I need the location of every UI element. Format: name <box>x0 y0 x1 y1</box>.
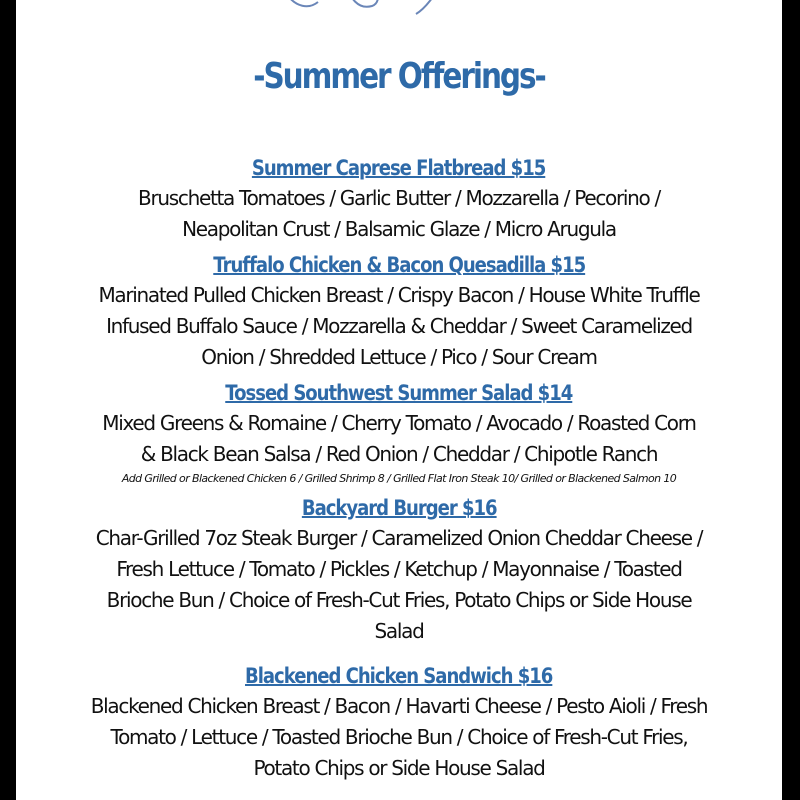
restaurant-logo <box>266 0 586 16</box>
menu-item-backyard-burger <box>16 493 782 647</box>
menu-item-description: Marinated Pulled Chicken Breast / Crispy Bacon / House White Truffle Infused Buffalo Sauce / Mozzarella & Cheddar / Sweet Caramelized Onion / Shredded Lettuce / Pico / Sour Cream <box>98 283 700 369</box>
menu-page <box>16 0 782 800</box>
menu-item-title: Backyard Burger $16 <box>301 496 497 520</box>
menu-item-addons-note: Add Grilled or Blackened Chicken 6 / Grilled Shrimp 8 / Grilled Flat Iron Steak 10/ Grilled or Blackened Salmon 10 <box>121 472 677 485</box>
menu-item-caprese-flatbread <box>16 153 782 245</box>
menu-item-description: Blackened Chicken Breast / Bacon / Havarti Cheese / Pesto Aioli / Fresh Tomato / Lettuce / Toasted Brioche Bun / Choice of Fresh-Cut Fries, Potato Chips or Side House Salad <box>90 694 708 780</box>
menu-item-title: Tossed Southwest Summer Salad $14 <box>225 381 573 405</box>
menu-item-title: Blackened Chicken Sandwich $16 <box>245 664 553 688</box>
page-title: -Summer Offerings- <box>253 56 545 97</box>
menu-item-title: Truffalo Chicken & Bacon Quesadilla $15 <box>213 253 585 277</box>
menu-item-blackened-chicken-sandwich <box>16 661 782 784</box>
menu-item-description: Bruschetta Tomatoes / Garlic Butter / Mozzarella / Pecorino / Neapolitan Crust / Balsamic Glaze / Micro Arugula <box>138 186 660 241</box>
menu-list <box>16 153 782 784</box>
menu-item-southwest-salad <box>16 378 782 488</box>
menu-item-description: Char-Grilled 7oz Steak Burger / Caramelized Onion Cheddar Cheese / Fresh Lettuce / Tomato / Pickles / Ketchup / Mayonnaise / Toasted Brioche Bun / Choice of Fresh-Cut Fries, Potato Chips or Side House Salad <box>95 526 703 643</box>
menu-item-truffalo-quesadilla <box>16 250 782 373</box>
menu-item-description: Mixed Greens & Romaine / Cherry Tomato / Avocado / Roasted Corn & Black Bean Salsa / Red Onion / Cheddar / Chipotle Ranch <box>102 411 696 466</box>
menu-item-title: Summer Caprese Flatbread $15 <box>252 156 546 180</box>
logo-script-icon <box>266 0 586 16</box>
